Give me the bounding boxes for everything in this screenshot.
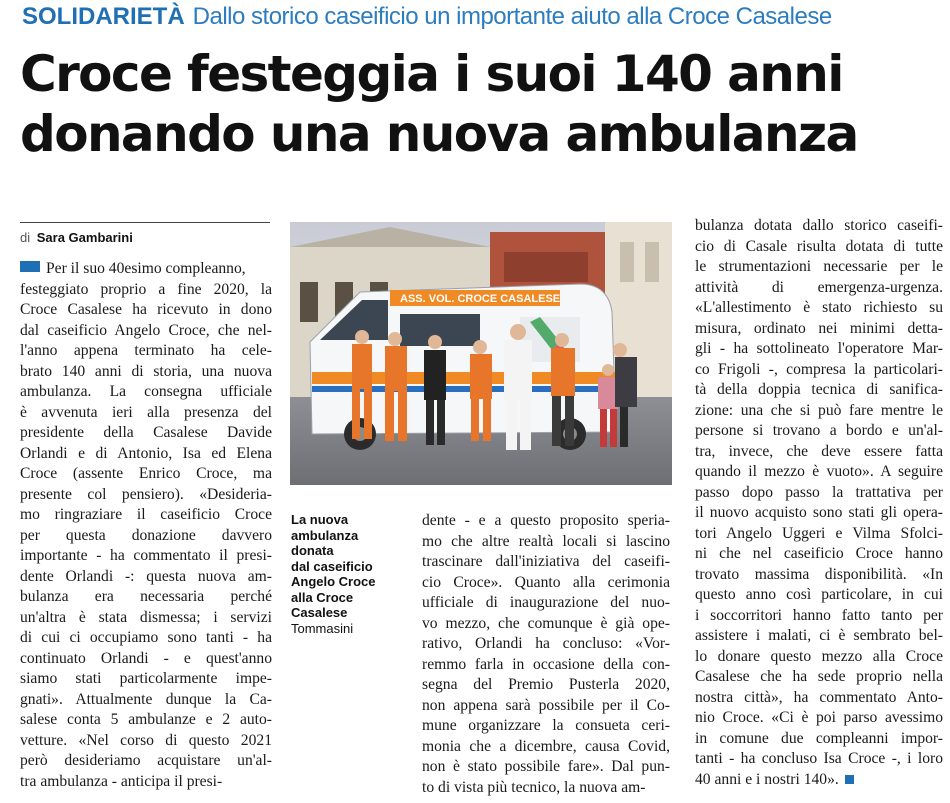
article-line-text: le strumentazioni necessarie per le (695, 258, 943, 275)
article-line (422, 655, 670, 676)
article-line-text: bulanza dotata dallo storico caseifi- (695, 217, 943, 234)
article-line-text: il nuovo acquisto sono stati gli opera- (695, 504, 943, 521)
article-line-text: salese conta 5 ambulanze e 2 auto- (20, 711, 272, 728)
article-line (695, 647, 943, 668)
article-line-text: remmo farla in occasione della con- (422, 655, 670, 673)
photo-caption (291, 512, 406, 636)
article-line-text: mo che altre realtà locali si lascino (422, 532, 670, 550)
article-line-text: tà della doppia tecnica di sanifica- (695, 381, 943, 398)
article-line (20, 300, 272, 321)
article-line-text: non appena sarà possibile per il Co- (422, 696, 670, 714)
article-line-text: tra, invece, che deve essere fatta (695, 442, 943, 460)
article-line (20, 444, 272, 465)
article-line (695, 442, 943, 463)
article-line-text: per questa donazione davvero (20, 526, 272, 544)
article-line (695, 708, 943, 729)
headline-line-2: donando una nuova ambulanza (20, 105, 858, 163)
caption-line: dal caseificio (291, 558, 373, 574)
article-line (695, 421, 943, 442)
article-line (20, 628, 272, 649)
article-line (20, 362, 272, 383)
article-line-text: trascinare dall'iniziativa del caseifi- (422, 553, 670, 570)
article-line (20, 505, 272, 526)
article-line (695, 667, 943, 688)
article-line-text: Orlandi e di Antonio, Isa ed Elena (20, 444, 272, 462)
article-line-text: presente col pensiero). «Desideria- (20, 485, 272, 503)
article-photo (290, 222, 672, 485)
article-line-text: i soccorritori hanno fatto tanto per (695, 606, 943, 624)
article-line (695, 606, 943, 627)
article-line (695, 319, 943, 340)
article-line-text: non è stato possibile fare». Dal pun- (422, 758, 670, 775)
article-line (20, 280, 272, 301)
article-line (695, 257, 943, 278)
ambulance-label: ASS. VOL. CROCE CASALESE (400, 293, 561, 305)
article-column-2 (422, 511, 670, 798)
article-line-text: dente - e a questo proposito speria- (422, 512, 670, 529)
article-line (695, 360, 943, 381)
article-line (422, 634, 670, 655)
article-line-text: vetture. «Nel corso di questo 2021 (20, 731, 272, 749)
article-line (422, 737, 670, 758)
caption-line: La nuova (291, 512, 349, 527)
article-line (20, 464, 272, 485)
article-line (20, 423, 272, 444)
article-line-text: gnati». Attualmente dunque la Ca- (20, 690, 272, 708)
article-line (20, 710, 272, 731)
article-line (695, 339, 943, 360)
article-line (422, 696, 670, 717)
article-line (20, 669, 272, 690)
article-line-text: gli - ha sottolineato l'operatore Mar- (695, 340, 943, 357)
article-line-text: bulanza era necessaria perché (20, 588, 272, 605)
article-line-text: monia che a dicembre, causa Covid, (422, 737, 670, 755)
caption-line: alla Croce (291, 589, 354, 605)
article-line-text: però desideriamo acquistare un'al- (20, 752, 272, 769)
article-line-text: 40 anni e i nostri 140». (695, 770, 839, 788)
article-line (695, 380, 943, 401)
article-line (422, 675, 670, 696)
article-line-text: «L'allestimento è stato richiesto su (695, 299, 943, 316)
article-line (422, 573, 670, 594)
article-line (695, 770, 943, 791)
article-line-text: brato 140 anni di storia, una nuova (20, 362, 272, 380)
article-line-text: co Frigoli -, compresa la particolari- (695, 360, 943, 378)
article-line-text: Croce Casalese ha ricevuto in dono (20, 301, 272, 318)
article-line (422, 552, 670, 573)
article-line (20, 546, 272, 567)
caption-line: donata (291, 543, 334, 558)
article-line-text: nostra città», ha commentato Anto- (695, 688, 943, 706)
article-line (20, 321, 272, 342)
article-line-text: siamo stati particolarmente impe- (20, 670, 272, 687)
article-line (422, 614, 670, 635)
article-line (20, 259, 272, 280)
article-line (695, 688, 943, 709)
subtitle: Dallo storico caseificio un importante aiuto alla Croce Casalese (192, 3, 832, 30)
article-line-text: dal caseificio Angelo Croce, che nel- (20, 321, 272, 339)
article-line (695, 729, 943, 750)
article-line-text: to di vista più tecnico, la nuova am- (422, 778, 646, 796)
article-column-3 (695, 216, 943, 790)
article-line-text: di cui ci occupiamo sono tanti - ha (20, 629, 272, 646)
article-line (20, 751, 272, 772)
article-line-text: trovato massima disponibilità. «In (695, 565, 943, 583)
article-line (20, 690, 272, 711)
article-line (20, 649, 272, 670)
article-line (695, 237, 943, 258)
article-line-text: ni che nel caseificio Croce hanno (695, 545, 943, 562)
article-line-text: mo ringraziare il caseificio Croce (20, 506, 272, 523)
article-line-text: tra ambulanza - anticipa il presi- (20, 772, 223, 790)
article-line (20, 587, 272, 608)
article-line (695, 401, 943, 422)
article-line-text: questo anno così particolare, in cui (695, 586, 943, 603)
article-line (695, 544, 943, 565)
article-line-text: quando il mezzo è vuoto». A seguire (695, 463, 943, 480)
article-column-1 (20, 259, 272, 792)
article-line-text: zione: una che si può fare mentre le (695, 401, 943, 419)
article-line-text: rativo, Orlandi ha concluso: «Vor- (422, 635, 670, 652)
article-line (695, 503, 943, 524)
byline (20, 222, 270, 245)
article-line (695, 298, 943, 319)
article-line-text: nio Croce. «Ci è poi parso avessimo (695, 709, 943, 726)
article-line-text: Croce (assente Enrico Croce, ma (20, 465, 272, 482)
headline (20, 44, 945, 164)
article-line-text: continuato Orlandi - e quest'anno (20, 649, 272, 667)
article-line-text: mune organizzare la consueta ceri- (422, 717, 670, 734)
article-line (422, 778, 670, 799)
article-line (422, 716, 670, 737)
article-line (20, 382, 272, 403)
article-line-text: lo donare questo mezzo alla Croce (695, 647, 943, 665)
article-line-text: è avvenuta ieri alla presenza del (20, 403, 272, 421)
article-line (695, 524, 943, 545)
article-line-text: presidente della Casalese Davide (20, 424, 272, 441)
article-line (20, 608, 272, 629)
article-line (20, 341, 272, 362)
photo-credit: Tommasini (291, 620, 354, 636)
caption-line: ambulanza (291, 527, 359, 543)
article-line-text: un'altra è stata dismessa; i servizi (20, 608, 272, 626)
article-line (20, 526, 272, 547)
byline-prefix: di (20, 230, 31, 245)
caption-line: Angelo Croce (291, 574, 376, 589)
section-label: SOLIDARIETÀ (22, 3, 185, 30)
article-line (695, 749, 943, 770)
article-line (20, 731, 272, 752)
article-line (20, 403, 272, 424)
article-line-text: cio Croce». Quanto alla cerimonia (422, 573, 670, 591)
article-line (20, 485, 272, 506)
article-line (422, 532, 670, 553)
article-line (695, 585, 943, 606)
article-line-text: segna del Premio Pusterla 2020, (422, 676, 670, 693)
article-line-text: Per il suo 40esimo compleanno, (46, 260, 246, 277)
article-line (695, 565, 943, 586)
caption-line: Casalese (291, 605, 348, 620)
article-line-text: tori Angelo Uggeri e Vilma Sfolci- (695, 524, 943, 542)
article-line-text: vo mezzo, che comunque è già ope- (422, 614, 670, 632)
article-line (422, 511, 670, 532)
article-line-text: ufficiale di inaugurazione del nuo- (422, 594, 670, 611)
photo-illustration (290, 222, 672, 485)
article-line-text: dente Orlandi -: questa nuova am- (20, 567, 272, 585)
article-line-text: tanti - ha concluso Isa Croce -, i loro (695, 750, 943, 767)
article-line-text: festeggiato proprio a fine 2020, la (20, 280, 272, 298)
article-line-text: passo dopo passo la trattativa per (695, 483, 943, 501)
kicker (22, 2, 942, 32)
article-line (695, 278, 943, 299)
article-line-text: persone si trovano a bordo e un'al- (695, 422, 943, 439)
paragraph-marker (20, 261, 40, 272)
article-line-text: in comune due compleanni impor- (695, 729, 943, 747)
end-marker (845, 775, 854, 784)
article-line (695, 626, 943, 647)
article-line (422, 757, 670, 778)
article-line (20, 567, 272, 588)
article-line-text: assistere i malati, ci è sembrato bel- (695, 627, 943, 644)
article-line (695, 462, 943, 483)
article-line (422, 593, 670, 614)
article-line-text: ambulanza. La consegna ufficiale (20, 383, 272, 400)
article-line (20, 772, 272, 793)
article-line (695, 216, 943, 237)
article-line-text: Casalese che ha sede proprio nella (695, 668, 943, 685)
article-line-text: importante - ha commentato il presi- (20, 547, 272, 564)
article-line-text: misura, ordinato nei minimi detta- (695, 319, 943, 337)
article-line-text: attività di emergenza-urgenza. (695, 278, 943, 296)
headline-line-1: Croce festeggia i suoi 140 anni (20, 45, 843, 103)
byline-author: Sara Gambarini (36, 230, 133, 245)
caption-text (291, 512, 406, 621)
article-line-text: cio di Casale risulta dotata di tutte (695, 237, 943, 255)
article-line-text: l'anno appena terminato ha cele- (20, 342, 272, 359)
article-line (695, 483, 943, 504)
